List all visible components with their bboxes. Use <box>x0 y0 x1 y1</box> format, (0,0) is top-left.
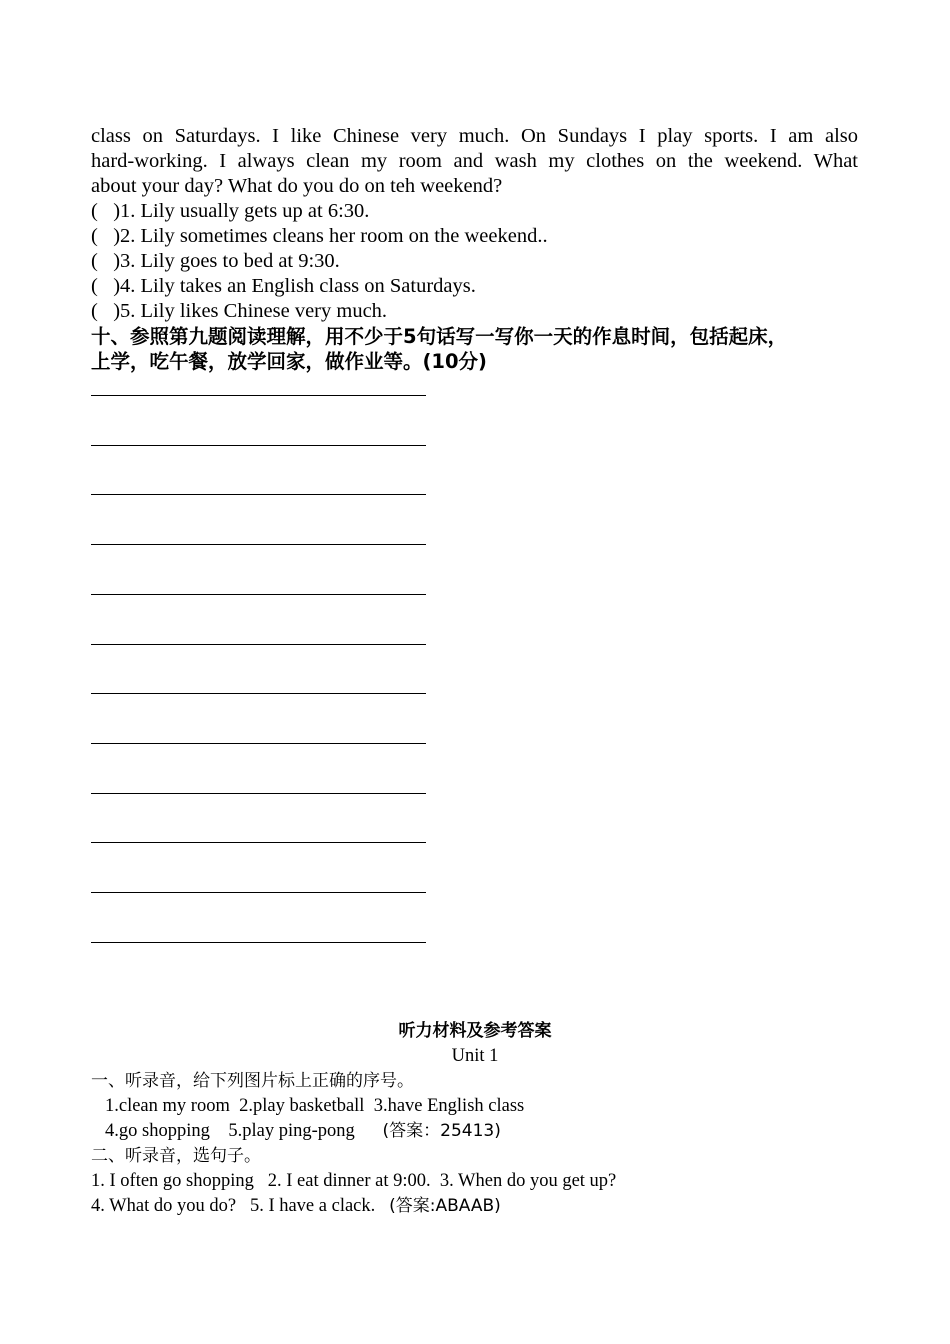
section1-line-2-text: 4.go shopping 5.play ping-pong <box>105 1121 383 1141</box>
true-false-question-5: ( )5. Lily likes Chinese very much. <box>91 300 388 322</box>
passage-line: class on Saturdays. I like Chinese very much. On Sundays I play sports. I am also <box>91 125 858 147</box>
section1-line-1: 1.clean my room 2.play basketball 3.have English class <box>105 1096 525 1116</box>
answer-line <box>91 892 426 893</box>
passage-line: about your day? What do you do on teh weekend? <box>91 175 503 197</box>
answer-line <box>91 942 426 943</box>
writing-prompt <box>91 324 858 374</box>
section2-answer: (答案:ABAAB) <box>389 1196 501 1216</box>
section2-heading: 二、听录音，选句子。 <box>91 1146 261 1166</box>
unit-label: Unit 1 <box>451 1046 499 1066</box>
passage-line: hard-working. I always clean my room and wash my clothes on the weekend. What <box>91 150 858 172</box>
section1-heading: 一、听录音，给下列图片标上正确的序号。 <box>91 1071 414 1091</box>
section2-line-2 <box>91 1194 501 1219</box>
answer-line <box>91 594 426 595</box>
true-false-question-4: ( )4. Lily takes an English class on Saturdays. <box>91 275 476 297</box>
section1-answer: (答案：25413) <box>382 1121 501 1141</box>
section2-line-1: 1. I often go shopping 2. I eat dinner at 9:00. 3. When do you get up? <box>91 1171 617 1191</box>
answer-line <box>91 494 426 495</box>
answer-line <box>91 793 426 794</box>
section2-line-2-text: 4. What do you do? 5. I have a clack. <box>91 1196 390 1216</box>
answer-line <box>91 544 426 545</box>
true-false-question-1: ( )1. Lily usually gets up at 6:30. <box>91 200 370 222</box>
writing-prompt-line-1: 十、参照第九题阅读理解，用不少于5句话写一写你一天的作息时间，包括起床， <box>91 325 788 348</box>
answer-line <box>91 395 426 396</box>
true-false-question-3: ( )3. Lily goes to bed at 9:30. <box>91 250 340 272</box>
reading-passage <box>91 124 858 199</box>
writing-prompt-line-2: 上学，吃午餐，放学回家，做作业等。(10分) <box>91 350 487 373</box>
section1-line-2 <box>105 1119 501 1144</box>
answer-line <box>91 743 426 744</box>
true-false-question-2: ( )2. Lily sometimes cleans her room on the weekend.. <box>91 225 548 247</box>
answer-line <box>91 693 426 694</box>
answer-line <box>91 842 426 843</box>
answer-key-title: 听力材料及参考答案 <box>398 1021 552 1041</box>
answer-line <box>91 644 426 645</box>
answer-line <box>91 445 426 446</box>
